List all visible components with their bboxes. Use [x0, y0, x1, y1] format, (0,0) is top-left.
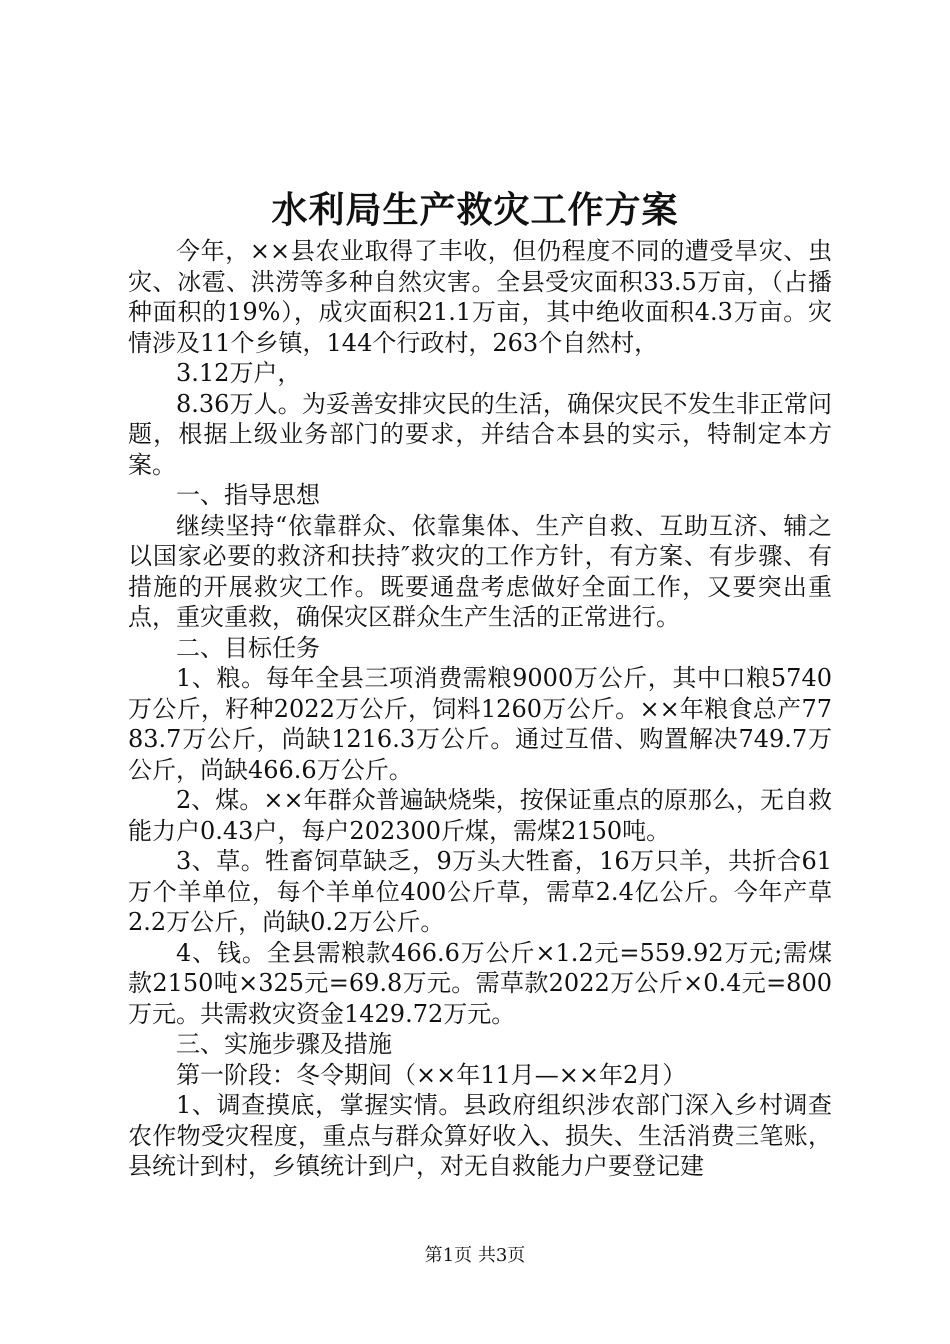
- paragraph-households: 3.12万户，: [176, 359, 302, 387]
- document-title: 水利局生产救灾工作方案: [271, 189, 679, 231]
- section-heading-steps: 三、实施步骤及措施: [176, 1030, 392, 1058]
- section-heading-guiding-ideology: 一、指导思想: [176, 481, 320, 509]
- paragraph-phase-one: 第一阶段：冬令期间（××年11月—××年2月）: [176, 1060, 687, 1089]
- paragraph-intro: 今年，××县农业取得了丰收，但仍程度不同的遭受旱灾、虫灾、冰雹、洪涝等多种自然灾害。全县受灾面积33.5万亩，（占播种面积的19%），成灾面积21.1万亩，其中绝收面积4.3万亩。灾情涉及11个乡镇，144个行政村，263个自然村，: [128, 237, 832, 357]
- section-heading-targets: 二、目标任务: [176, 633, 320, 662]
- page-footer: 第1页 共3页: [424, 1245, 526, 1266]
- document-body: [128, 236, 832, 1182]
- paragraph-population: 8.36万人。为妥善安排灾民的生活，确保灾民不发生非正常问题，根据上级业务部门的要求，并结合本县的实示，特制定本方案。: [128, 389, 832, 479]
- paragraph-coal: 2、煤。××年群众普遍缺烧柴，按保证重点的原那么，无自救能力户0.43户，每户202300斤煤，需煤2150吨。: [128, 786, 832, 845]
- paragraph-survey: 1、调查摸底，掌握实情。县政府组织涉农部门深入乡村调查农作物受灾程度，重点与群众算好收入、损失、生活消费三笔账，县统计到村，乡镇统计到户，对无自救能力户要登记建: [128, 1091, 832, 1180]
- paragraph-funds: 4、钱。全县需粮款466.6万公斤×1.2元=559.92万元;需煤款2150吨×325元=69.8万元。需草款2022万公斤×0.4元=800万元。共需救灾资金1429.72万元。: [128, 938, 832, 1028]
- paragraph-grain: 1、粮。每年全县三项消费需粮9000万公斤，其中口粮5740万公斤，籽种2022万公斤，饲料1260万公斤。××年粮食总产7783.7万公斤，尚缺1216.3万公斤。通过互借、购置解决749.7万公斤，尚缺466.6万公斤。: [128, 664, 832, 784]
- paragraph-fodder: 3、草。牲畜饲草缺乏，9万头大牲畜，16万只羊，共折合61万个羊单位，每个羊单位400公斤草，需草2.4亿公斤。今年产草2.2万公斤，尚缺0.2万公斤。: [128, 847, 832, 936]
- paragraph-guiding-ideology: 继续坚持“依靠群众、依靠集体、生产自救、互助互济、辅之以国家必要的救济和扶持″救灾的工作方针，有方案、有步骤、有措施的开展救灾工作。既要通盘考虑做好全面工作，又要突出重点，重灾重救，确保灾区群众生产生活的正常进行。: [128, 511, 832, 631]
